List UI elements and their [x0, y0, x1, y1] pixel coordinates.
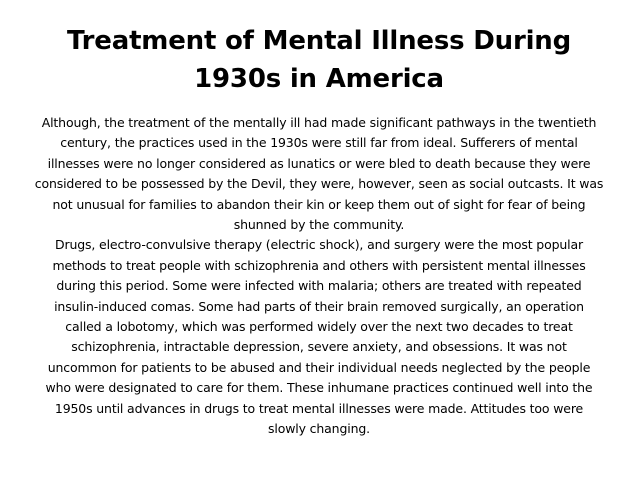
text-line: illnesses were no longer considered as lunatics or were bled to death because they were: [47, 155, 591, 171]
text-line: slowly changing.: [268, 421, 370, 437]
text-line: called a lobotomy, which was performed widely over the next two decades to treat: [65, 319, 573, 335]
text-line: century, the practices used in the 1930s were still far from ideal. Sufferers of mental: [60, 135, 578, 151]
text-line: shunned by the community.: [233, 217, 405, 233]
text-line: who were designated to care for them. These inhumane practices continued well into the: [45, 380, 593, 396]
text-line: 1950s until advances in drugs to treat mental illnesses were made. Attitudes too were: [54, 400, 584, 416]
paragraph-2: [2, 235, 636, 439]
text-line: Although, the treatment of the mentally ill had made significant pathways in the twentieth: [41, 115, 597, 130]
text-line: schizophrenia, intractable depression, severe anxiety, and obsessions. It was not: [71, 339, 567, 355]
text-line: not unusual for families to abandon their kin or keep them out of sight for fear of being: [52, 196, 586, 212]
text-line: during this period. Some were infected with malaria; others are treated with repeated: [56, 278, 582, 294]
text-line: uncommon for patients to be abused and their individual needs neglected by the people: [47, 359, 591, 375]
text-line: considered to be possessed by the Devil, they were, however, seen as social outcasts. It was: [34, 176, 604, 192]
text-line: insulin-induced comas. Some had parts of their brain removed surgically, an operation: [54, 298, 584, 314]
slide-title: [0, 22, 638, 98]
text-line: methods to treat people with schizophrenia and others with persistent mental illnesses: [52, 257, 586, 273]
paragraph-1: [2, 113, 636, 235]
slide-body: [0, 113, 638, 440]
text-line: Drugs, electro-convulsive therapy (electric shock), and surgery were the most popular: [55, 237, 583, 253]
title-line: 1930s in America: [194, 64, 444, 94]
title-line: Treatment of Mental Illness During: [67, 26, 571, 56]
